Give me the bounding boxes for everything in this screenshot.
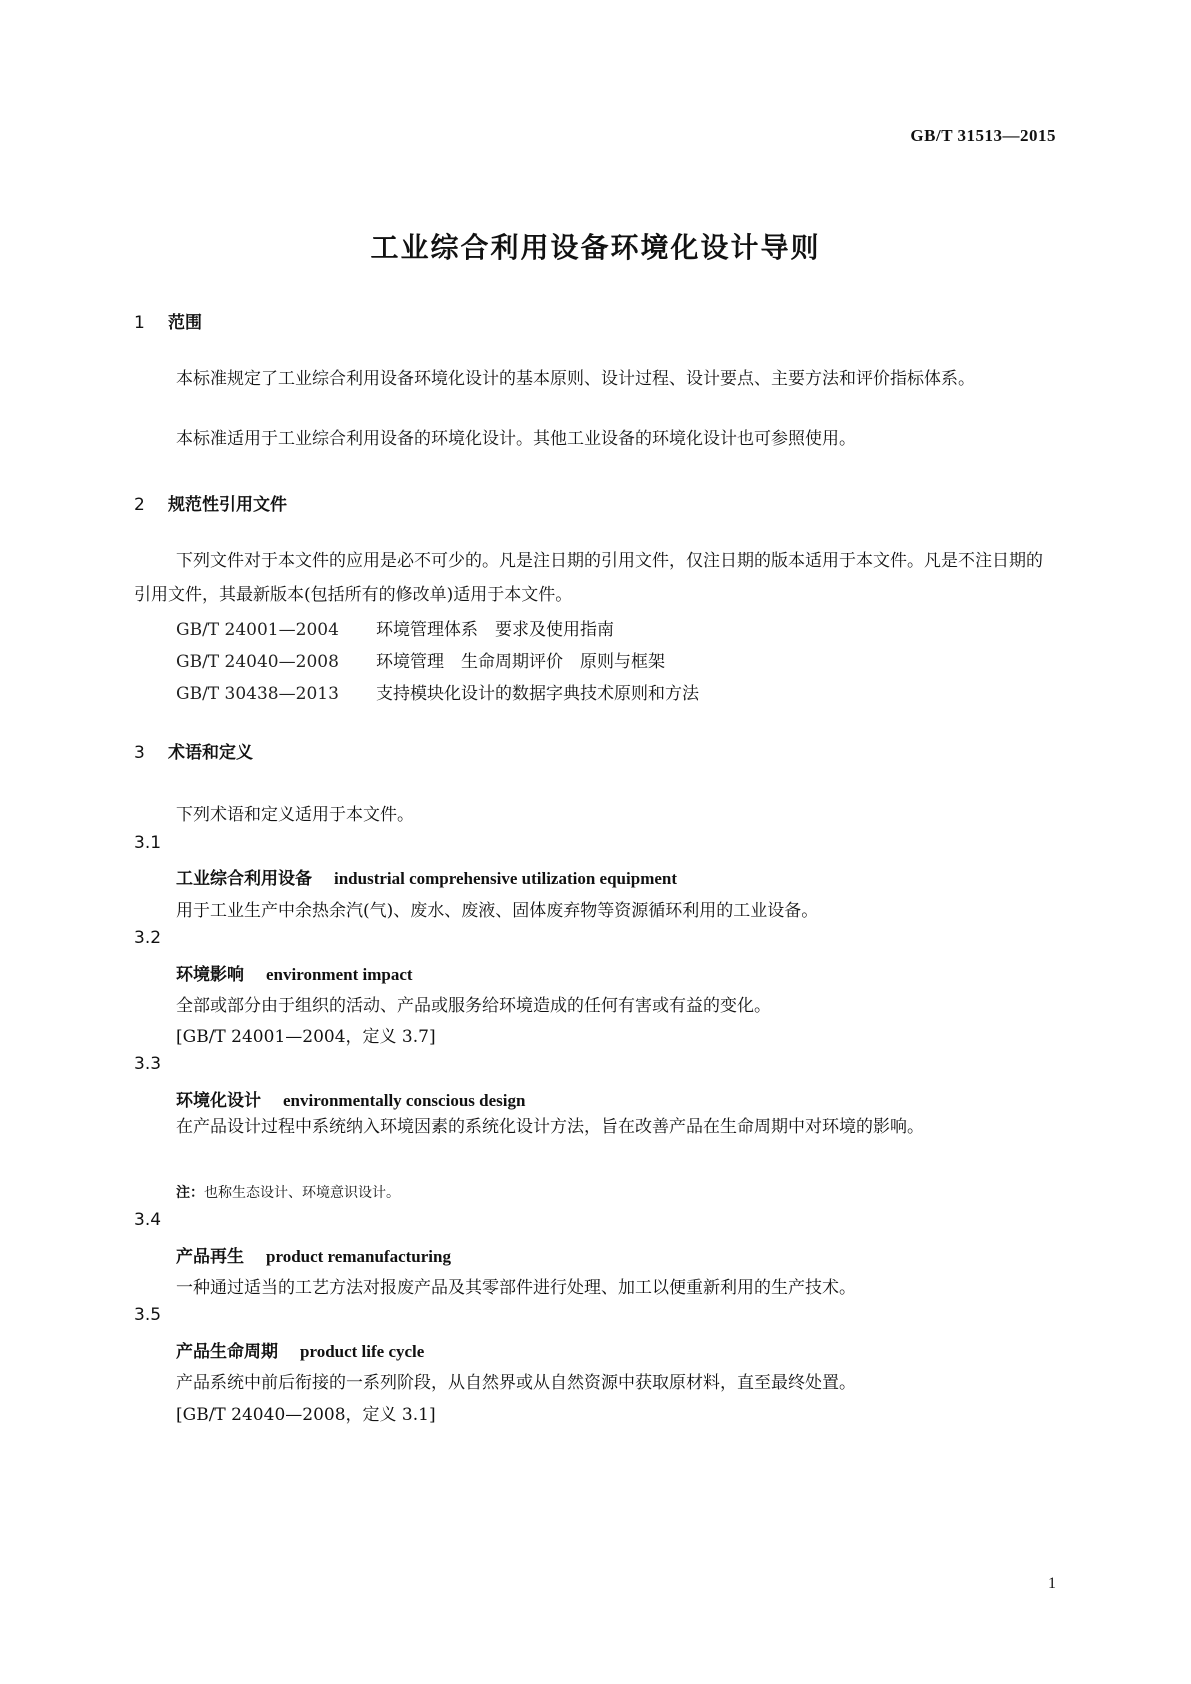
section-1-para-2 [134, 422, 1056, 456]
paragraph-text: 本标准适用于工业综合利用设备的环境化设计。其他工业设备的环境化设计也可参照使用。 [176, 429, 856, 449]
term-definition: 全部或部分由于组织的活动、产品或服务给环境造成的任何有害或有益的变化。 [176, 996, 771, 1016]
term-heading [176, 864, 677, 889]
paragraph-text: 本标准规定了工业综合利用设备环境化设计的基本原则、设计过程、设计要点、主要方法和评价指标体系。 [176, 369, 975, 389]
paragraph-text: 在产品设计过程中系统纳入环境因素的系统化设计方法，旨在改善产品在生命周期中对环境的影响。 [176, 1117, 924, 1137]
term-number: 3.2 [134, 928, 162, 948]
term-zh: 环境化设计 [176, 1091, 261, 1111]
term-definition [134, 1110, 1056, 1144]
page-number: 1 [1048, 1575, 1056, 1592]
term-zh: 工业综合利用设备 [176, 869, 312, 889]
note-text: 也称生态设计、环境意识设计。 [204, 1185, 400, 1201]
term-definition: 一种通过适当的工艺方法对报废产品及其零部件进行处理、加工以便重新利用的生产技术。 [176, 1278, 856, 1298]
paragraph-text: 下列文件对于本文件的应用是必不可少的。凡是注日期的引用文件，仅注日期的版本适用于本文件。凡是不注日期的引用文件，其最新版本(包括所有的修改单)适用于本文件。 [134, 551, 1043, 605]
term-source: [GB/T 24001—2004，定义 3.7] [176, 1027, 436, 1047]
term-en: product remanufacturing [266, 1247, 451, 1266]
normative-reference [176, 647, 665, 672]
reference-code: GB/T 24001—2004 [176, 620, 339, 640]
term-definition: 用于工业生产中余热余汽(气)、废水、废液、固体废弃物等资源循环利用的工业设备。 [176, 901, 819, 921]
section-title: 术语和定义 [168, 743, 253, 763]
term-source: [GB/T 24040—2008，定义 3.1] [176, 1405, 436, 1425]
section-number: 2 [134, 495, 145, 515]
section-number: 1 [134, 313, 145, 333]
section-2-heading [134, 490, 287, 515]
section-1-para-1 [134, 362, 1056, 396]
term-number: 3.1 [134, 833, 162, 853]
term-en: product life cycle [300, 1342, 425, 1361]
term-note [176, 1182, 400, 1202]
section-title: 范围 [168, 313, 202, 333]
term-zh: 环境影响 [176, 965, 244, 985]
reference-title: 环境管理体系 要求及使用指南 [376, 620, 614, 640]
normative-reference [176, 615, 614, 640]
standard-code: GB/T 31513—2015 [910, 126, 1056, 145]
reference-code: GB/T 30438—2013 [176, 684, 339, 704]
section-number: 3 [134, 743, 145, 763]
term-number: 3.5 [134, 1305, 162, 1325]
term-zh: 产品再生 [176, 1247, 244, 1267]
term-heading [176, 1337, 424, 1362]
term-number: 3.3 [134, 1054, 162, 1074]
term-en: environmentally conscious design [283, 1091, 526, 1110]
reference-title: 支持模块化设计的数据字典技术原则和方法 [376, 684, 699, 704]
term-zh: 产品生命周期 [176, 1342, 278, 1362]
section-3-intro: 下列术语和定义适用于本文件。 [176, 805, 414, 825]
term-heading [176, 960, 413, 985]
normative-reference [176, 679, 699, 704]
section-2-para [134, 544, 1056, 612]
term-heading [176, 1242, 451, 1267]
term-en: environment impact [266, 965, 413, 984]
section-title: 规范性引用文件 [168, 495, 287, 515]
term-definition: 产品系统中前后衔接的一系列阶段，从自然界或从自然资源中获取原材料，直至最终处置。 [176, 1373, 856, 1393]
term-en: industrial comprehensive utilization equipment [334, 869, 678, 888]
section-1-heading [134, 308, 202, 333]
term-heading [176, 1086, 525, 1111]
reference-title: 环境管理 生命周期评价 原则与框架 [376, 652, 665, 672]
term-number: 3.4 [134, 1210, 162, 1230]
note-label: 注： [176, 1185, 204, 1201]
document-title: 工业综合利用设备环境化设计导则 [370, 231, 821, 264]
reference-code: GB/T 24040—2008 [176, 652, 339, 672]
section-3-heading [134, 738, 253, 763]
